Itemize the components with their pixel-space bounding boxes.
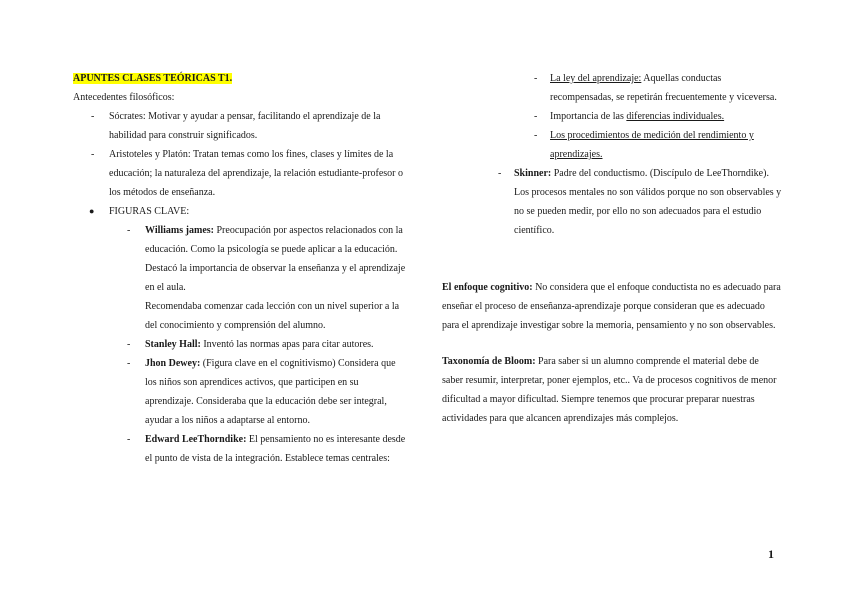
figure-text: (Figura clave en el cognitivismo) Considera que los niños son aprendices activos, que participen en su aprendizaje. Consideraba que la educación debe ser integral, ayudar a los niños a adaptarse al entorno.: [145, 358, 396, 426]
list-item: [109, 354, 408, 430]
right-column: [442, 69, 782, 428]
list-item: [442, 107, 782, 126]
enfoque-paragraph: [442, 278, 782, 335]
figuras-heading: FIGURAS CLAVE:: [109, 206, 190, 217]
thorndike-temas-list: [442, 69, 782, 164]
figure-extra-text: Recomendaba comenzar cada lección con un nivel superior a la del conocimiento y comprensión del alumno.: [145, 301, 400, 331]
bullet-icon: ●: [89, 206, 95, 216]
figure-name: Jhon Dewey:: [145, 358, 201, 369]
figure-text: Inventó las normas apas para citar autores.: [200, 339, 374, 350]
figure-name: Stanley Hall:: [145, 339, 201, 350]
figure-name: Edward LeeThorndike:: [145, 434, 247, 445]
term-name: Taxonomía de Bloom:: [442, 356, 536, 367]
list-item: [109, 430, 408, 468]
figure-name: Skinner:: [514, 168, 552, 179]
paragraph-text: Para saber si un alumno comprende el material debe de saber resumir, interpretar, poner ejemplos, etc.. Va de procesos cognitivos de menor dificultad a mayor dificultad. Siempre tenemos que procurar preparar nuestras actividades para que alcancen aprendizajes más complejos.: [442, 356, 777, 424]
paragraph-text: No considera que el enfoque conductista no es adecuado para enseñar el proceso de enseñanza-aprendizaje porque consideran que es adecuado para el aprendizaje investigar sobre la memoria, pensamiento y no son observables.: [442, 282, 781, 331]
skinner-list: [442, 164, 782, 240]
list-item: - Aristoteles y Platón: Tratan temas como los fines, clases y límites de la educación; la naturaleza del aprendizaje, la relación estudiante-profesor o los métodos de enseñanza.: [73, 145, 408, 202]
antecedentes-heading: Antecedentes filosóficos:: [73, 92, 175, 103]
page-title: [73, 69, 408, 88]
item-text: Importancia de las: [550, 111, 627, 122]
figure-text: Preocupación por aspectos relacionados con la educación. Como la psicología se puede aplicar a la educación. Destacó la importancia de observar la enseñanza y el aprendizaje en el aula.: [145, 225, 406, 293]
highlighted-title: APUNTES CLASES TEÓRICAS T1.: [73, 73, 233, 84]
list-item: [442, 126, 782, 164]
underlined-term: diferencias individuales.: [626, 111, 725, 122]
page-number: 1: [768, 547, 774, 561]
figure-text: El pensamiento no es interesante desde el punto de vista de la integración. Establece temas centrales:: [145, 434, 406, 464]
spacer: [442, 240, 782, 278]
list-item: [442, 164, 782, 240]
figuras-heading-item: [89, 202, 408, 468]
list-item: [442, 69, 782, 107]
spacer: [442, 335, 782, 352]
list-item: [109, 335, 408, 354]
item-text: Aquellas conductas recompensadas, se repetirán frecuentemente y viceversa.: [550, 73, 777, 103]
antecedentes-list: [73, 107, 408, 202]
list-item: - Sócrates: Motivar y ayudar a pensar, facilitando el aprendizaje de la habilidad para construir significados.: [73, 107, 408, 145]
figure-name: Williams james:: [145, 225, 214, 236]
bloom-paragraph: [442, 352, 782, 428]
underlined-term: Los procedimientos de medición del rendimiento y aprendizajes.: [550, 130, 754, 160]
figure-text: Padre del conductismo. (Discípulo de LeeThorndike). Los procesos mentales no son válidos porque no son observables y no se pueden medir, por ello no son adecuados para el estudio científico.: [514, 168, 782, 236]
list-item: [109, 221, 408, 335]
underlined-term: La ley del aprendizaje:: [550, 73, 642, 84]
term-name: El enfoque cognitivo:: [442, 282, 533, 293]
left-column: [73, 69, 408, 468]
figuras-list: [73, 202, 408, 468]
figuras-sublist: [109, 221, 408, 468]
